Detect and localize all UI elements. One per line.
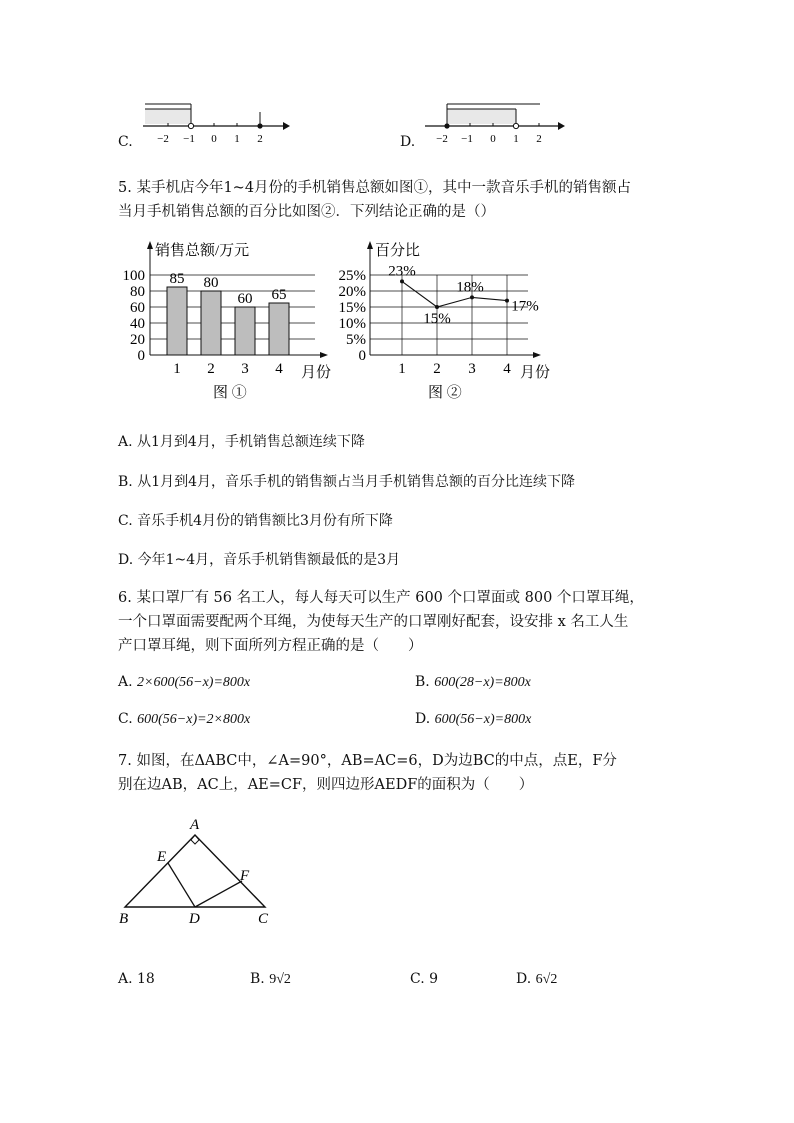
y-tick-label: 25% [338, 268, 366, 284]
point-b-label: B [119, 911, 129, 927]
q6-option-a[interactable] [118, 674, 250, 691]
option-expr: 600(56−x)=800x [434, 712, 532, 727]
q5-stem-line2: 当月手机销售总额的百分比如图②．下列结论正确的是（） [118, 204, 495, 220]
option-label: C. [118, 711, 133, 727]
x-tick-label: 3 [468, 361, 476, 377]
x-tick-label: 2 [207, 361, 215, 377]
tick-label: 1 [234, 133, 240, 145]
q6-stem-line1: 6. 某口罩厂有 56 名工人，每人每天可以生产 600 个口罩面或 800 个口罩耳绳， [118, 590, 644, 606]
option-value: 6√2 [535, 972, 558, 987]
option-label: B. [415, 674, 430, 690]
x-tick-label: 2 [433, 361, 441, 377]
bar-chart [115, 235, 340, 405]
option-label: A. [118, 674, 133, 690]
data-label: 15% [423, 311, 451, 327]
option-expr: 600(56−x)=2×800x [137, 712, 251, 727]
y-tick-label: 15% [338, 300, 366, 316]
x-tick-label: 3 [241, 361, 249, 377]
tick-label: 2 [536, 133, 542, 145]
number-line-c [138, 98, 298, 146]
q6-option-b[interactable] [415, 674, 531, 691]
option-label: B. [250, 971, 265, 987]
bar [235, 307, 255, 355]
bar-value-label: 60 [237, 291, 253, 307]
option-value: 18 [137, 971, 155, 987]
y-tick-label: 80 [130, 284, 145, 300]
y-tick-label: 100 [122, 268, 145, 284]
line-chart-title: 百分比 [375, 243, 421, 259]
data-label: 18% [456, 279, 484, 296]
point-c-label: C [258, 911, 269, 927]
data-point [400, 279, 404, 283]
y-tick-label: 5% [346, 332, 366, 348]
bar-value-label: 80 [203, 275, 219, 291]
x-tick-label: 1 [398, 361, 406, 377]
line-chart-caption: 图 ② [428, 385, 462, 401]
y-tick-label: 60 [130, 300, 145, 316]
q5-option-c[interactable]: C. 音乐手机4月份的销售额比3月份有所下降 [118, 513, 393, 529]
data-label: 17% [511, 298, 539, 315]
q7-option-a[interactable] [118, 971, 155, 987]
number-line-d [420, 98, 580, 146]
triangle-figure [110, 815, 280, 930]
x-tick-label: 4 [275, 361, 283, 377]
bar [167, 287, 187, 355]
q7-option-c[interactable] [410, 971, 438, 987]
q6-stem-line2: 一个口罩面需要配两个耳绳，为使每天生产的口罩刚好配套，设安排 x 名工人生 [118, 614, 629, 630]
y-tick-label: 10% [338, 316, 366, 332]
tick-label: 1 [513, 133, 519, 145]
q4-option-c-label[interactable]: C. [118, 134, 133, 150]
point-e-label: E [157, 849, 167, 865]
option-label: A. [118, 971, 133, 987]
bar-chart-caption: 图 ① [213, 385, 247, 401]
q6-option-d[interactable] [415, 711, 531, 728]
point-f-label: F [240, 868, 250, 884]
option-label: D. [415, 711, 431, 727]
bar [201, 291, 221, 355]
q4-option-d-label[interactable]: D. [400, 134, 416, 150]
point-a-label: A [190, 817, 200, 833]
y-tick-label: 40 [130, 316, 145, 332]
option-label: D. [516, 971, 532, 987]
data-point [435, 305, 439, 309]
y-tick-label: 0 [137, 348, 145, 364]
bar-value-label: 85 [169, 271, 185, 287]
x-tick-label: 4 [503, 361, 511, 377]
tick-label: −2 [157, 133, 169, 145]
series-line [402, 281, 507, 307]
q7-option-b[interactable] [250, 971, 291, 988]
y-tick-label: 20 [130, 332, 145, 348]
tick-label: −1 [461, 133, 473, 145]
data-point [505, 299, 509, 303]
data-point [470, 295, 474, 299]
q5-option-d[interactable]: D. 今年1~4月，音乐手机销售额最低的是3月 [118, 552, 401, 568]
q6-option-c[interactable] [118, 711, 250, 728]
line-chart-xlabel: 月份 [520, 365, 551, 381]
bar-chart-title: 销售总额/万元 [155, 243, 250, 259]
bar [269, 303, 289, 355]
line-chart [330, 235, 560, 405]
option-value: 9 [429, 971, 439, 987]
point-d-label: D [189, 911, 200, 927]
option-value: 9√2 [269, 972, 291, 987]
q5-stem-line1: 5. 某手机店今年1~4月份的手机销售总额如图①，其中一款音乐手机的销售额占 [118, 180, 632, 196]
bar-chart-xlabel: 月份 [301, 365, 332, 381]
y-tick-label: 20% [338, 284, 366, 300]
q7-stem-line2: 别在边AB，AC上，AE=CF，则四边形AEDF的面积为（ ） [118, 777, 534, 793]
y-tick-label: 0 [358, 348, 366, 364]
option-expr: 600(28−x)=800x [434, 675, 531, 690]
q5-option-a[interactable]: A. 从1月到4月，手机销售总额连续下降 [118, 434, 365, 450]
tick-label: 0 [211, 133, 217, 145]
option-expr: 2×600(56−x)=800x [137, 675, 251, 690]
bar-value-label: 65 [271, 287, 287, 303]
x-tick-label: 1 [173, 361, 181, 377]
tick-label: 0 [490, 133, 496, 145]
option-label: C. [410, 971, 425, 987]
data-label: 23% [388, 263, 416, 280]
tick-label: 2 [257, 133, 263, 145]
tick-label: −2 [436, 133, 448, 145]
q5-option-b[interactable]: B. 从1月到4月，音乐手机的销售额占当月手机销售总额的百分比连续下降 [118, 474, 576, 490]
q7-option-d[interactable] [516, 971, 557, 988]
q7-stem-line1: 7. 如图，在ΔABC中，∠A=90°，AB=AC=6，D为边BC的中点，点E，F分 [118, 753, 617, 769]
q6-stem-line3: 产口罩耳绳，则下面所列方程正确的是（ ） [118, 638, 423, 654]
tick-label: −1 [183, 133, 195, 145]
